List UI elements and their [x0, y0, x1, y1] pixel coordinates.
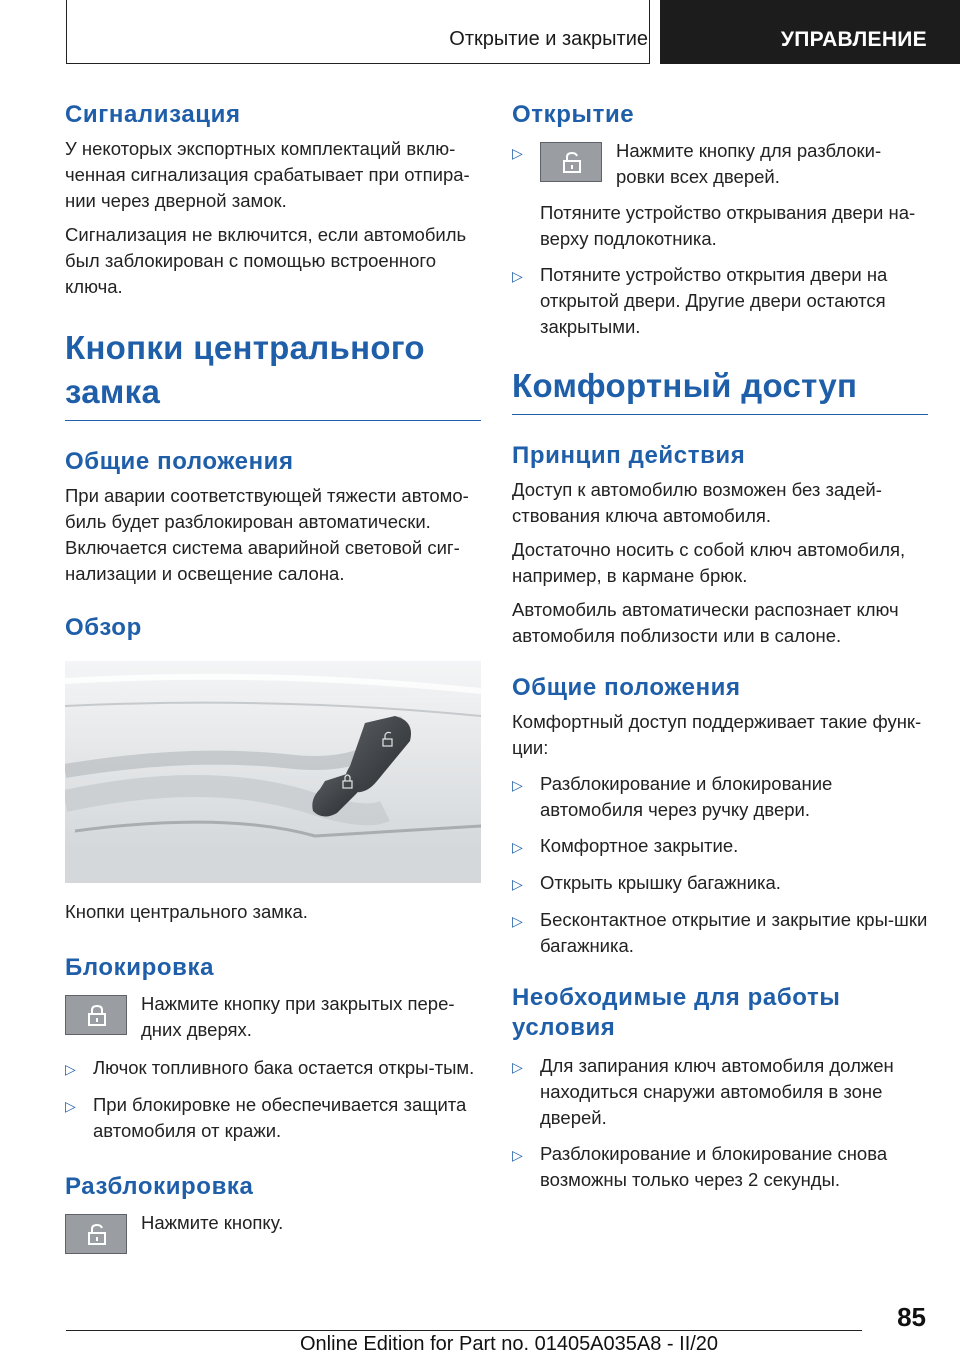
- heading-lock: Блокировка: [65, 954, 215, 981]
- list-item: [512, 138, 928, 252]
- heading-alarm: Сигнализация: [65, 101, 241, 128]
- footer-rule: [66, 1330, 862, 1331]
- lock-button-graphic: [65, 995, 127, 1035]
- list-item: ▷ Бесконтактное открытие и закрытие кры-шки багажника.: [512, 907, 928, 959]
- triangle-bullet-icon: ▷: [65, 1061, 76, 1077]
- heading-general-comfort: Общие положения: [512, 674, 741, 701]
- unlock-button-graphic: [65, 1214, 127, 1254]
- list-item: ▷ Открыть крышку багажника.: [512, 870, 928, 897]
- door-panel-photo: [65, 661, 481, 883]
- unlock-instruction: [65, 1210, 481, 1254]
- heading-unlock: Разблокировка: [65, 1173, 254, 1200]
- header-left-rule: [66, 0, 67, 64]
- section-title: Открытие и закрытие: [449, 28, 648, 50]
- heading-overview: Обзор: [65, 614, 142, 641]
- triangle-bullet-icon: ▷: [512, 268, 523, 284]
- section-central-lock: [65, 326, 481, 421]
- left-column: [65, 100, 481, 1254]
- triangle-bullet-icon: ▷: [512, 145, 523, 161]
- triangle-bullet-icon: ▷: [512, 913, 523, 929]
- triangle-bullet-icon: ▷: [512, 1147, 523, 1163]
- alarm-paragraph-2: Сигнализация не включится, если автомобиль был заблокирован с помощью встроенного ключа.: [65, 224, 467, 297]
- heading-opening: Открытие: [512, 101, 635, 128]
- alarm-paragraph-1: У некоторых экспортных комплектаций вклю-ченная сигнализация срабатывает при отпира-нии через дверной замок.: [65, 138, 470, 211]
- comfort-functions-list: [512, 771, 928, 959]
- header-divider: [649, 0, 650, 64]
- triangle-bullet-icon: ▷: [512, 839, 523, 855]
- general-paragraph: При аварии соответствующей тяжести автомо-биль будет разблокирован автоматически. Включается система аварийной световой сиг-нализации и освещение салона.: [65, 485, 469, 584]
- heading-general: Общие положения: [65, 448, 294, 475]
- open-bullet-1-sub: Потяните устройство открывания двери на-верху подлокотника.: [540, 202, 916, 249]
- page-number: 85: [897, 1302, 926, 1332]
- edition-note: Online Edition for Part no. 01405A035A8 - II/20: [300, 1333, 719, 1355]
- list-item: ▷ Комфортное закрытие.: [512, 833, 928, 860]
- lock-bullets: [65, 1055, 481, 1144]
- unlock-all-instruction: [540, 138, 928, 190]
- unlock-button-graphic: [540, 142, 602, 182]
- lock-open-icon: [561, 151, 583, 175]
- triangle-bullet-icon: ▷: [512, 1059, 523, 1075]
- section-comfort-access: [512, 364, 928, 415]
- heading-requirements: Необходимые для работы условия: [512, 984, 841, 1041]
- list-item: ▷ Разблокирование и блокирование снова возможны только через 2 секунды.: [512, 1141, 928, 1193]
- photo-caption: Кнопки центрального замка.: [65, 901, 308, 922]
- door-panel-illustration: [65, 661, 481, 883]
- general-comfort-paragraph: Комфортный доступ поддерживает такие функ-ции:: [512, 711, 922, 758]
- heading-comfort-access: Комфортный доступ: [512, 367, 858, 404]
- list-item: ▷ Лючок топливного бака остается откры-тым.: [65, 1055, 481, 1082]
- list-item: ▷ Для запирания ключ автомобиля должен находиться снаружи автомобиля в зоне дверей.: [512, 1053, 928, 1131]
- list-item: ▷ Разблокирование и блокирование автомобиля через ручку двери.: [512, 771, 928, 823]
- lock-open-icon: [86, 1223, 108, 1247]
- header-bottom-rule: [66, 63, 650, 64]
- triangle-bullet-icon: ▷: [65, 1098, 76, 1114]
- unlock-text: Нажмите кнопку.: [141, 1212, 284, 1233]
- principle-paragraph-1: Доступ к автомобилю возможен без задей-ствования ключа автомобиля.: [512, 479, 882, 526]
- heading-principle: Принцип действия: [512, 442, 746, 469]
- principle-paragraph-3: Автомобиль автоматически распознает ключ автомобиля поблизости или в салоне.: [512, 599, 899, 646]
- right-column: [512, 100, 928, 1193]
- lock-closed-icon: [86, 1004, 108, 1028]
- lock-instruction: [65, 991, 481, 1043]
- chapter-tab: УПРАВЛЕНИЕ: [660, 0, 960, 64]
- principle-paragraph-2: Достаточно носить с собой ключ автомобиля, например, в кармане брюк.: [512, 539, 906, 586]
- list-item: ▷ При блокировке не обеспечивается защита автомобиля от кражи.: [65, 1092, 481, 1144]
- open-bullet-1-text: Нажмите кнопку для разблоки-ровки всех дверей.: [616, 140, 882, 187]
- lock-text: Нажмите кнопку при закрытых пере-дних дверях.: [141, 993, 455, 1040]
- triangle-bullet-icon: ▷: [512, 777, 523, 793]
- requirements-list: [512, 1053, 928, 1193]
- list-item: ▷ Потяните устройство открытия двери на открытой двери. Другие двери остаются закрытыми.: [512, 262, 928, 340]
- triangle-bullet-icon: ▷: [512, 876, 523, 892]
- heading-central-lock: Кнопки центрального замка: [65, 329, 425, 410]
